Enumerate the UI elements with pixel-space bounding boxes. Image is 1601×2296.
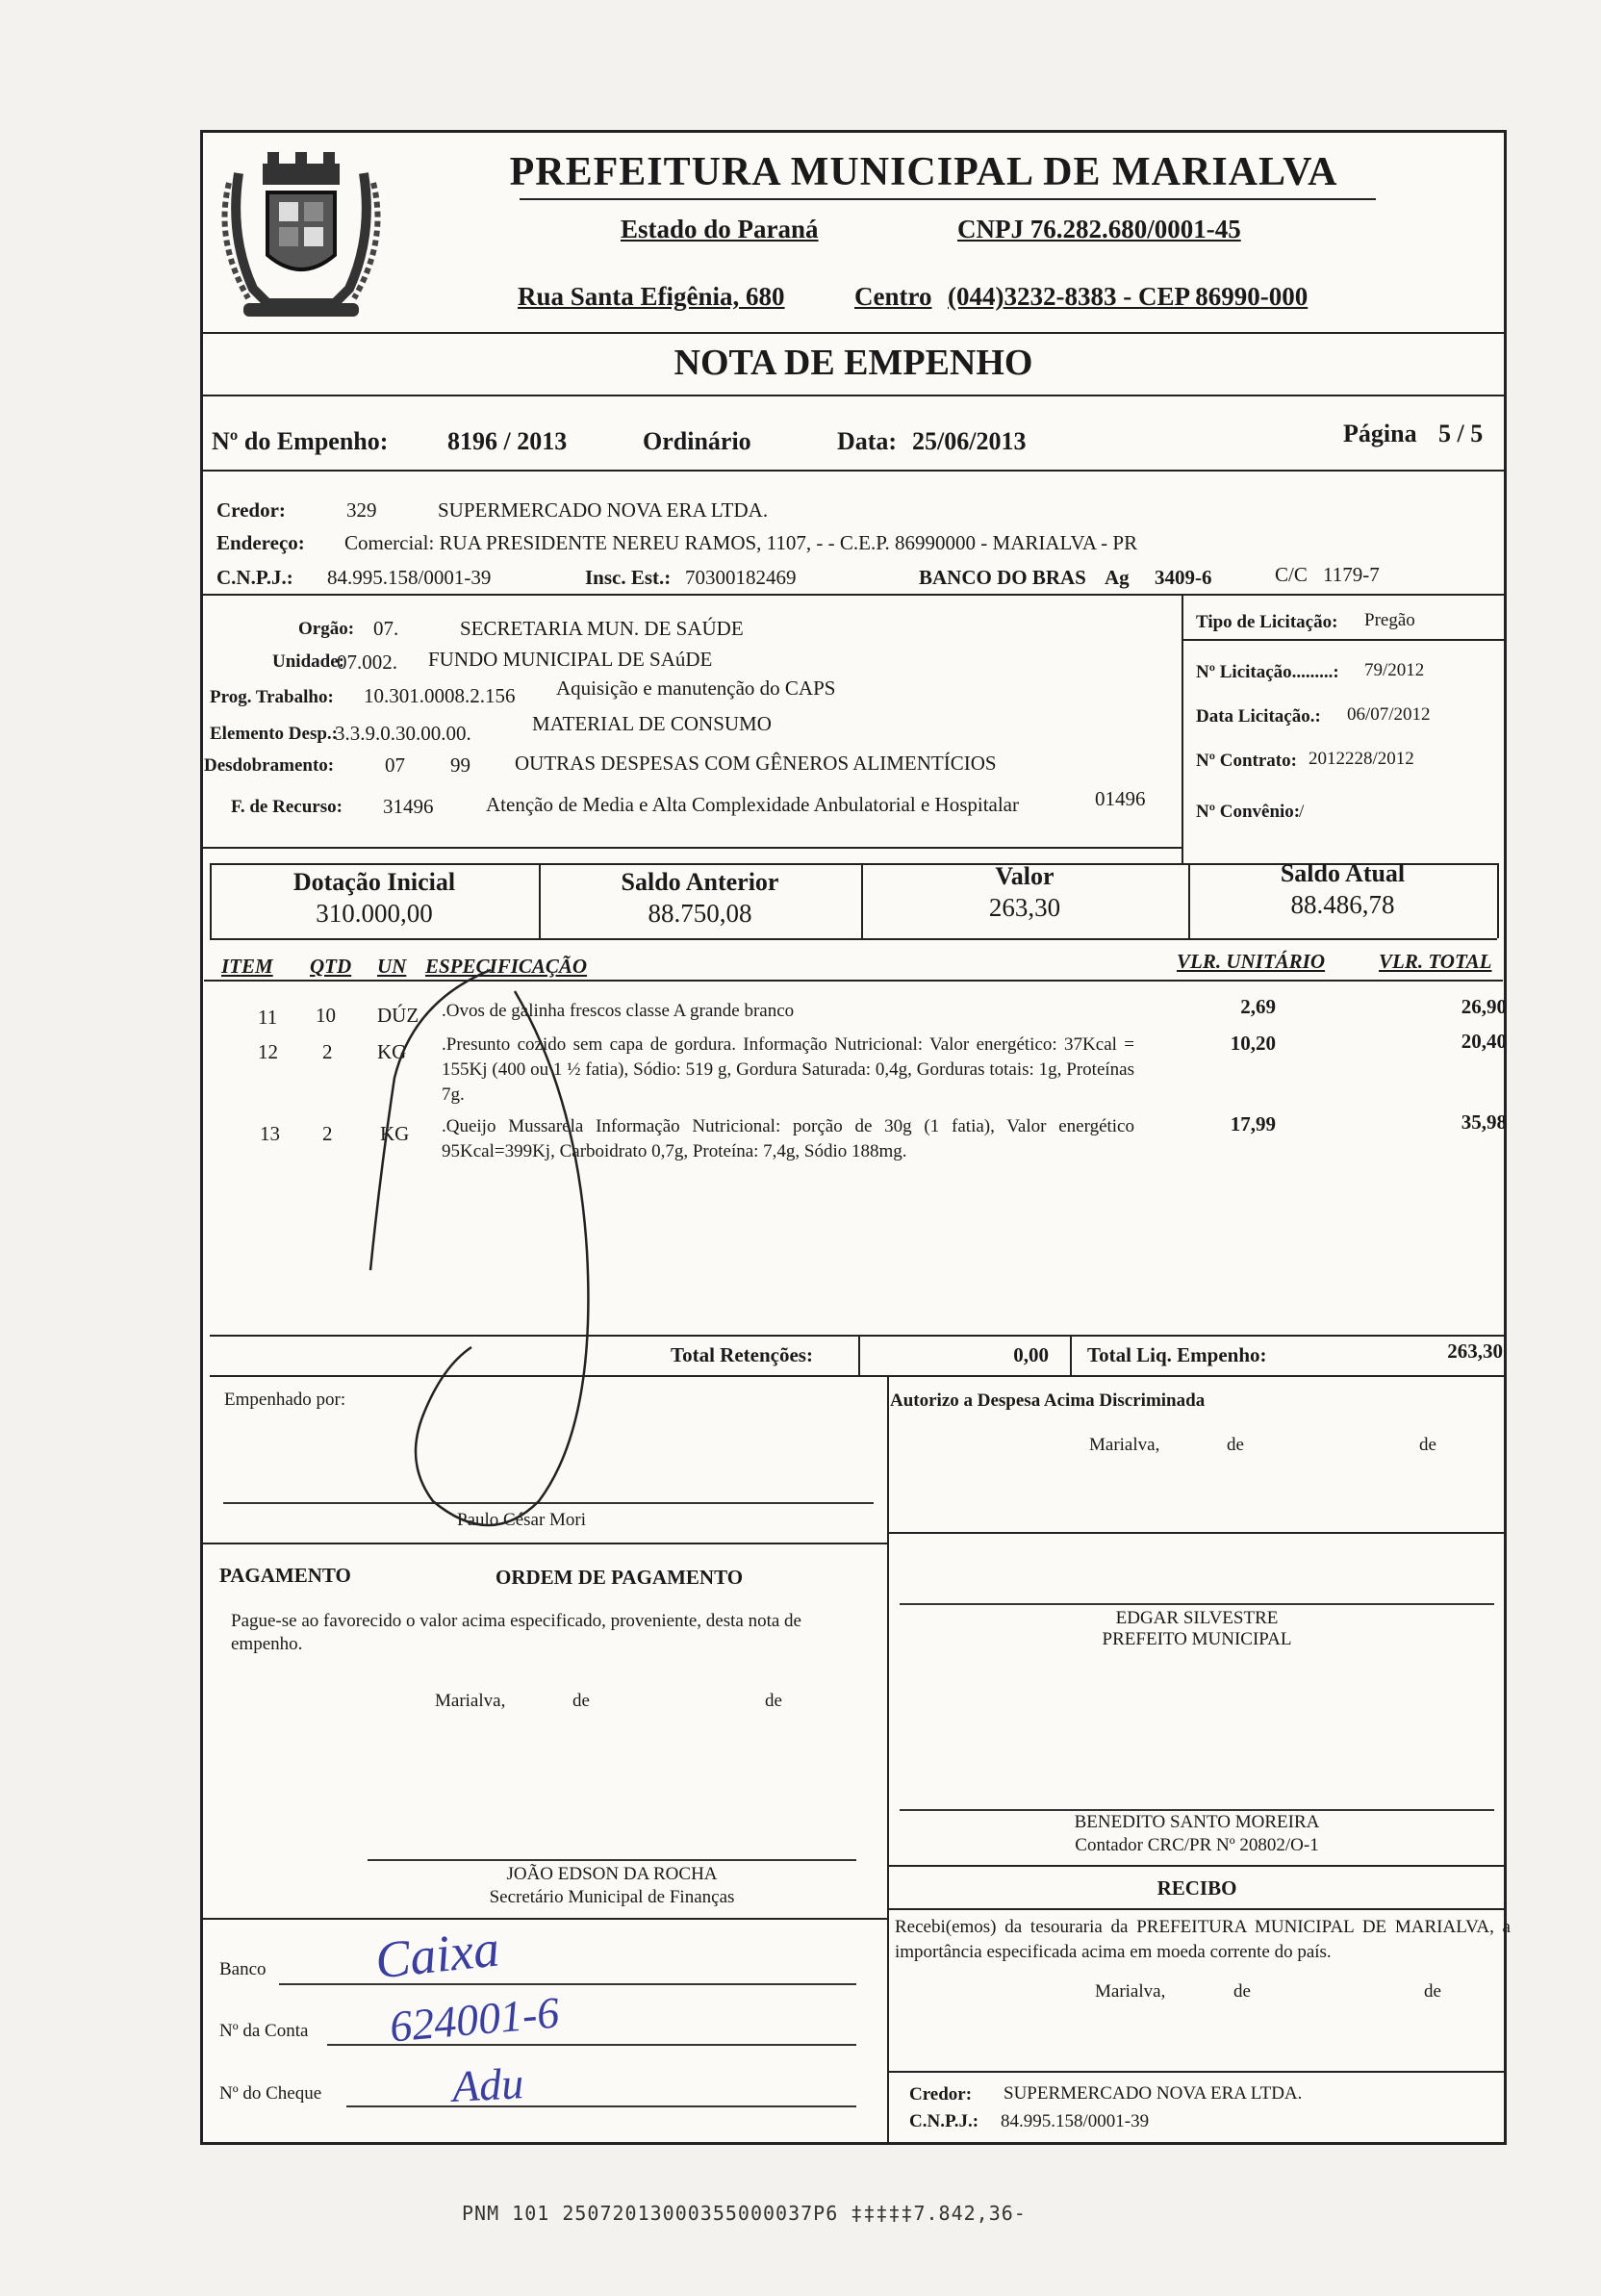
- valor-label: Valor: [995, 862, 1055, 890]
- dotacao-value: 310.000,00: [316, 899, 433, 928]
- credor-name: SUPERMERCADO NOVA ERA LTDA.: [438, 498, 769, 522]
- item-total: 20,40: [1461, 1030, 1507, 1053]
- marialva-1: Marialva,: [1089, 1435, 1160, 1455]
- de-2b: de: [765, 1691, 782, 1711]
- empenho-date-label: Data:: [837, 427, 898, 455]
- recibo-text: Recebi(emos) da tesouraria da PREFEITURA MUNICIPAL DE MARIALVA, a importância especificada acima em moeda corrente do país.: [895, 1917, 1511, 1962]
- elemento-code: 3.3.9.0.30.00.00.: [335, 722, 471, 745]
- item-un: DÚZ: [377, 1004, 419, 1027]
- desdob-b: 99: [450, 753, 470, 777]
- cc-label: C/C: [1275, 563, 1308, 586]
- item-num: 12: [258, 1040, 278, 1063]
- cheque-label: Nº do Cheque: [219, 2083, 322, 2104]
- item-spec: .Queijo Mussarela Informação Nutricional: porção de 30g (1 fatia), Valor energético 95Kcal=399Kj, Carboidrato 0,7g, Proteína: 7,4g, Sódio 188mg.: [442, 1116, 1134, 1161]
- saldo-anterior-label: Saldo Anterior: [621, 868, 779, 896]
- num-licitacao-label: Nº Licitação.........:: [1196, 662, 1339, 682]
- retencoes-value: 0,00: [1013, 1343, 1049, 1366]
- num-licitacao: 79/2012: [1364, 660, 1425, 680]
- cnpj-final-label: C.N.P.J.:: [909, 2111, 979, 2131]
- page-label: Página: [1343, 420, 1417, 447]
- retencoes-label: Total Retenções:: [671, 1343, 813, 1366]
- elemento-label: Elemento Desp.:: [210, 724, 338, 744]
- convenio-label: Nº Convênio:: [1196, 802, 1301, 822]
- item-qtd: 2: [322, 1122, 333, 1145]
- insc-label: Insc. Est.:: [585, 566, 672, 589]
- desdob-name: OUTRAS DESPESAS COM GÊNEROS ALIMENTÍCIOS: [515, 752, 997, 775]
- pague-text: Pague-se ao favorecido o valor acima especificado, proveniente, desta nota de empenho.: [231, 1611, 801, 1654]
- item-un: KG: [380, 1122, 410, 1145]
- ordem-heading: ORDEM DE PAGAMENTO: [496, 1566, 744, 1589]
- recurso-label: F. de Recurso:: [231, 797, 343, 817]
- valor-value: 263,30: [988, 893, 1061, 922]
- marialva-2: Marialva,: [435, 1691, 506, 1711]
- ag-label: Ag: [1105, 566, 1130, 589]
- empenho-number-label: Nº do Empenho:: [212, 427, 389, 455]
- item-total: 35,98: [1461, 1110, 1507, 1134]
- credor-address: Comercial: RUA PRESIDENTE NEREU RAMOS, 1107, - - C.E.P. 86990000 - MARIALVA - PR: [344, 531, 1138, 554]
- item-unit: 10,20: [1230, 1032, 1276, 1055]
- bank-name: BANCO DO BRAS: [919, 566, 1086, 589]
- tipo-licitacao: Pregão: [1364, 610, 1415, 630]
- credor-cnpj-label: C.N.P.J.:: [216, 566, 293, 589]
- desdob-label: Desdobramento:: [204, 755, 335, 776]
- unidade-name: FUNDO MUNICIPAL DE SAúDE: [428, 648, 713, 671]
- elemento-name: MATERIAL DE CONSUMO: [532, 712, 772, 735]
- autorizo-text: Autorizo a Despesa Acima Discriminada: [890, 1390, 1206, 1411]
- credor-final-name: SUPERMERCADO NOVA ERA LTDA.: [1004, 2083, 1303, 2104]
- marialva-3: Marialva,: [1095, 1981, 1166, 2002]
- col-item: ITEM: [221, 955, 273, 978]
- secretario-title: Secretário Municipal de Finanças: [489, 1887, 735, 1907]
- item-num: 13: [260, 1122, 280, 1145]
- coat-of-arms-icon: [210, 144, 393, 327]
- col-qtd: QTD: [310, 955, 352, 978]
- ag-value: 3409-6: [1155, 566, 1212, 589]
- col-spec: ESPECIFICAÇÃO: [425, 955, 588, 978]
- doc-title: NOTA DE EMPENHO: [673, 343, 1033, 383]
- data-licitacao-label: Data Licitação.:: [1196, 706, 1321, 727]
- prefeito-title: PREFEITO MUNICIPAL: [1102, 1629, 1292, 1649]
- col-total: VLR. TOTAL: [1379, 950, 1492, 973]
- de-2a: de: [572, 1691, 590, 1711]
- col-unit: VLR. UNITÁRIO: [1177, 950, 1326, 973]
- item-qtd: 10: [316, 1004, 336, 1027]
- credor-cnpj: 84.995.158/0001-39: [327, 566, 492, 589]
- address-header: Rua Santa Efigênia, 680: [518, 282, 785, 311]
- state-name: Estado do Paraná: [621, 215, 819, 243]
- dotacao-label: Dotação Inicial: [292, 868, 456, 896]
- empenho-number: 8196 / 2013: [447, 427, 568, 455]
- footer-code: PNM 101 25072013000355000037P6 ‡‡‡‡‡7.842,36-: [462, 2202, 1027, 2225]
- prefeito-name: EDGAR SILVESTRE: [1115, 1608, 1279, 1628]
- empenhado-name: Paulo César Mori: [457, 1510, 587, 1530]
- cc-value: 1179-7: [1323, 563, 1380, 586]
- phone-cep-header: (044)3232-8383 - CEP 86990-000: [948, 282, 1309, 311]
- data-licitacao: 06/07/2012: [1347, 704, 1431, 725]
- contrato-label: Nº Contrato:: [1196, 751, 1297, 771]
- endereco-label: Endereço:: [216, 531, 305, 554]
- item-spec: .Presunto cozido sem capa de gordura. Informação Nutricional: Valor energético: 37Kcal = 155Kj (400 ou 1 ½ fatia), Sódio: 519 g, Gordura Saturada: 0,4g, Gorduras totais: 1g, Proteínas 7g.: [442, 1034, 1134, 1105]
- contrato: 2012228/2012: [1309, 749, 1414, 769]
- saldo-atual-label: Saldo Atual: [1280, 859, 1406, 887]
- item-spec: .Ovos de galinha frescos classe A grande branco: [442, 1001, 795, 1021]
- cnpj-header: CNPJ 76.282.680/0001-45: [957, 215, 1241, 243]
- contador-title: Contador CRC/PR Nº 20802/O-1: [1075, 1835, 1319, 1855]
- recibo-heading: RECIBO: [1156, 1876, 1237, 1900]
- signature-stroke: [356, 962, 625, 1559]
- banco-label: Banco: [219, 1959, 267, 1979]
- saldo-anterior-value: 88.750,08: [648, 899, 752, 928]
- pagamento-heading: PAGAMENTO: [219, 1564, 351, 1587]
- item-num: 11: [258, 1006, 278, 1029]
- orgao-label: Orgão:: [298, 619, 355, 639]
- item-un: KG: [377, 1040, 407, 1063]
- credor-label: Credor:: [216, 498, 286, 522]
- liq-label: Total Liq. Empenho:: [1087, 1343, 1267, 1366]
- col-un: UN: [377, 955, 407, 978]
- empenho-date: 25/06/2013: [912, 427, 1027, 455]
- item-unit: 17,99: [1230, 1112, 1276, 1135]
- credor-final-label: Credor:: [909, 2084, 973, 2105]
- orgao-code: 07.: [373, 617, 399, 640]
- contador-name: BENEDITO SANTO MOREIRA: [1074, 1812, 1320, 1832]
- saldo-atual-value: 88.486,78: [1290, 890, 1395, 919]
- page-number: 5 / 5: [1438, 420, 1484, 447]
- liq-value: 263,30: [1447, 1339, 1503, 1363]
- de-1b: de: [1419, 1435, 1436, 1455]
- empenhado-label: Empenhado por:: [224, 1390, 346, 1410]
- recurso-code: 31496: [383, 795, 434, 818]
- cnpj-final: 84.995.158/0001-39: [1001, 2111, 1150, 2131]
- secretario-name: JOÃO EDSON DA ROCHA: [506, 1864, 718, 1884]
- unidade-label: Unidade:: [272, 651, 344, 672]
- item-qtd: 2: [322, 1040, 333, 1063]
- orgao-name: SECRETARIA MUN. DE SAÚDE: [460, 617, 744, 640]
- conta-label: Nº da Conta: [219, 2021, 309, 2041]
- item-total: 26,90: [1461, 995, 1507, 1018]
- recurso-name: Atenção de Media e Alta Complexidade Anbulatorial e Hospitalar: [486, 793, 1019, 816]
- prog-name: Aquisição e manutenção do CAPS: [556, 676, 836, 700]
- item-unit: 2,69: [1240, 995, 1276, 1018]
- recurso-num: 01496: [1095, 787, 1146, 810]
- unidade-code: 07.002.: [337, 651, 397, 674]
- convenio: /: [1299, 802, 1305, 822]
- credor-code: 329: [346, 498, 377, 522]
- prog-label: Prog. Trabalho:: [210, 687, 334, 707]
- de-1a: de: [1227, 1435, 1244, 1455]
- page-title: PREFEITURA MUNICIPAL DE MARIALVA: [509, 150, 1338, 194]
- banco-handwriting: Caixa: [372, 1919, 502, 1990]
- cheque-handwriting: Adu: [450, 2058, 525, 2111]
- desdob-a: 07: [385, 753, 405, 777]
- empenho-type: Ordinário: [643, 427, 751, 455]
- district-header: Centro: [854, 282, 932, 311]
- conta-handwriting: 624001-6: [388, 1987, 562, 2052]
- prog-code: 10.301.0008.2.156: [364, 684, 516, 707]
- de-3b: de: [1424, 1981, 1441, 2002]
- de-3a: de: [1233, 1981, 1251, 2002]
- tipo-licitacao-label: Tipo de Licitação:: [1196, 612, 1338, 632]
- insc-value: 70300182469: [685, 566, 797, 589]
